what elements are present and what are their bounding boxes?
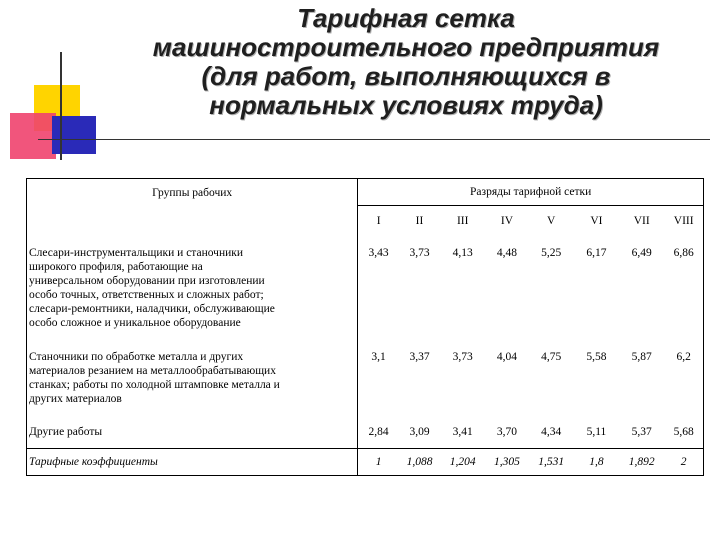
table-cell: 4,04: [496, 351, 517, 363]
row-label-text: Другие работы: [29, 426, 103, 438]
table-cell: 3,70: [496, 426, 517, 438]
table-cell: 5,25: [541, 247, 562, 259]
table-cell: 3,1: [371, 351, 386, 363]
grade-label: VIII: [673, 215, 694, 227]
coefficient-cell: 1,531: [529, 449, 574, 476]
header-worker-groups: Группы рабочих: [27, 179, 358, 237]
table-cell: 4,13: [452, 247, 473, 259]
table-cell: 6,86: [673, 247, 694, 259]
coefficient-cell: 1,305: [485, 449, 528, 476]
table-cell: 5,37: [631, 426, 652, 438]
table-cell: 4,34: [541, 426, 562, 438]
title-line-3: (для работ, выполняющихся в: [201, 61, 611, 91]
decor-horizontal-line: [38, 139, 710, 140]
table-cell: 3,41: [452, 426, 473, 438]
table-cell: 2,84: [368, 426, 389, 438]
coefficients-row: [27, 449, 704, 476]
grade-label: III: [456, 215, 469, 227]
decor-blue-square: [52, 116, 96, 154]
table-row: [27, 236, 704, 340]
row-label: [27, 416, 358, 449]
table-cell: 4,48: [496, 247, 517, 259]
grade-label: IV: [500, 215, 514, 227]
decor-vertical-line: [60, 52, 62, 160]
coefficient-cell: 1: [358, 449, 399, 476]
coefficient-cell: 2: [664, 449, 703, 476]
grade-label: I: [376, 215, 381, 227]
table-cell: 6,17: [586, 247, 607, 259]
header-grades: Разряды тарифной сетки: [358, 179, 704, 206]
coefficients-label: Тарифные коэффициенты: [27, 449, 358, 476]
table-cell: 5,68: [673, 426, 694, 438]
table-cell: 3,43: [368, 247, 389, 259]
grade-label: II: [415, 215, 424, 227]
coefficient-cell: 1,088: [399, 449, 440, 476]
table-cell: 5,87: [631, 351, 652, 363]
coefficient-cell: 1,892: [619, 449, 664, 476]
table-row: [27, 340, 704, 416]
tariff-table: [26, 178, 704, 476]
table-row: [27, 416, 704, 449]
title-line-2: машиностроительного предприятия: [152, 32, 660, 62]
table-cell: 3,73: [452, 351, 473, 363]
table-cell: 5,11: [586, 426, 607, 438]
row-label: [27, 340, 358, 416]
table-cell: 4,75: [541, 351, 562, 363]
table-cell: 5,58: [586, 351, 607, 363]
table-cell: 3,37: [409, 351, 430, 363]
decor-red-square: [10, 113, 56, 159]
table-cell: 6,49: [631, 247, 652, 259]
row-label: [27, 236, 358, 340]
title-line-1: Тарифная сетка: [297, 3, 515, 33]
table-cell: 3,09: [409, 426, 430, 438]
title-line-4: нормальных условиях труда): [209, 90, 603, 120]
table-cell: 6,2: [676, 351, 691, 363]
table-cell: 3,73: [409, 247, 430, 259]
grade-label: V: [547, 215, 556, 227]
slide-title: [96, 4, 716, 120]
grade-label: VI: [590, 215, 603, 227]
grade-label: VII: [633, 215, 650, 227]
coefficient-cell: 1,204: [440, 449, 485, 476]
coefficient-cell: 1,8: [574, 449, 619, 476]
row-label-text: Станочники по обработке металла и других материалов резанием на металлообрабатывающих станках; работы по холодной штамповке металла и других материалов: [29, 351, 280, 405]
row-label-text: Слесари-инструментальщики и станочники широкого профиля, работающие на универсальном оборудовании при изготовлении особо точных, ответственных и сложных работ; слесари-ремонтники, наладчики, обслуживающие особо сложное и уникальное оборудование: [29, 247, 275, 329]
